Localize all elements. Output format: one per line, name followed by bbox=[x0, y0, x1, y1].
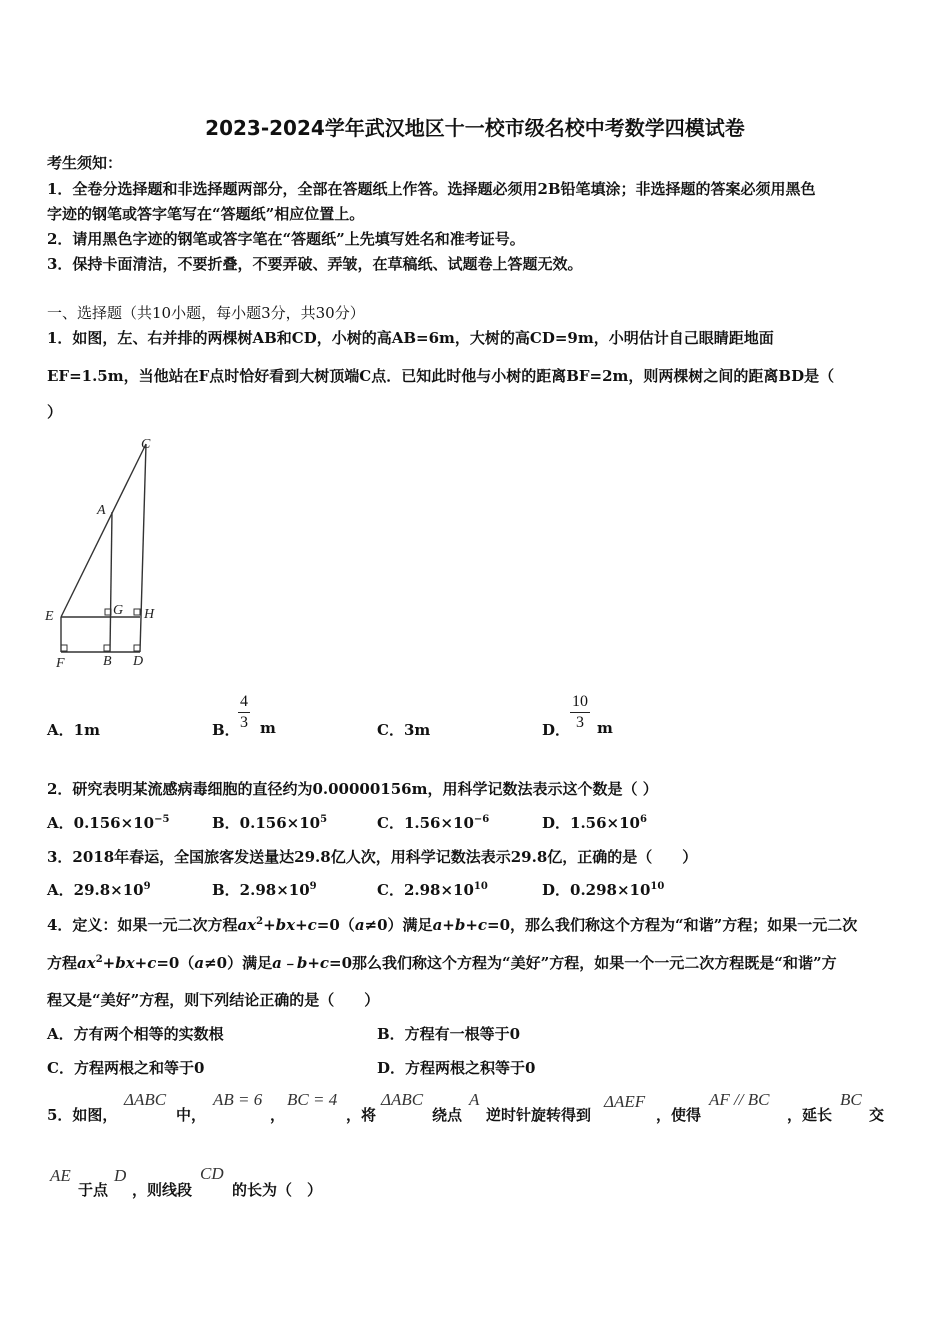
q2-option-c[interactable] bbox=[377, 812, 489, 833]
q4-l2-text-c: ≠0）满足 bbox=[204, 954, 273, 972]
q4-l2-cond: a bbox=[194, 954, 205, 972]
q5-math-ab: AB = 6 bbox=[213, 1090, 263, 1109]
q2-a-base: A．0.156×10 bbox=[47, 814, 155, 832]
q3-option-b[interactable] bbox=[212, 879, 317, 900]
q1-b-numerator: 4 bbox=[238, 692, 250, 713]
q2-d-exp: 6 bbox=[639, 814, 647, 825]
q5-text-3: ， bbox=[270, 1106, 286, 1124]
q3-b-base: B．2.98×10 bbox=[212, 881, 310, 899]
q3-a-exp: 9 bbox=[143, 881, 151, 892]
q2-b-exp: 5 bbox=[320, 814, 328, 825]
q3-option-a[interactable] bbox=[47, 879, 151, 900]
q4-option-a[interactable]: A．方有两个相等的实数根 bbox=[47, 1025, 224, 1043]
q5-math-triangle-aef: ΔAEF bbox=[604, 1092, 646, 1111]
q3-d-base: D．0.298×10 bbox=[542, 881, 651, 899]
q5-math-triangle-abc-2: ΔABC bbox=[381, 1090, 424, 1109]
q1-option-d-fraction bbox=[570, 692, 590, 733]
q5-text-4: ，将 bbox=[346, 1106, 377, 1124]
q5-text-12: 的长为（ ） bbox=[232, 1181, 323, 1199]
q3-option-c[interactable] bbox=[377, 879, 488, 900]
q3-d-exp: 10 bbox=[650, 881, 665, 892]
q4-l1-text-a: 4．定义：如果一元二次方程 bbox=[47, 916, 238, 934]
label-e: E bbox=[45, 609, 54, 624]
q5-text-11: ，则线段 bbox=[132, 1181, 193, 1199]
q4-l2-eq-b: +bx+c bbox=[102, 954, 157, 972]
q1-option-b-unit: m bbox=[260, 719, 276, 737]
q1-option-c[interactable]: C．3m bbox=[377, 721, 431, 739]
section-heading: 一、选择题（共10小题，每小题3分，共30分） bbox=[47, 304, 365, 322]
q5-text-1: 5．如图， bbox=[47, 1106, 118, 1124]
q4-l1-cond: a bbox=[354, 916, 365, 934]
q4-l1-eq-sup: 2 bbox=[256, 916, 264, 927]
notice-item-1-cont: 字迹的钢笔或答字笔写在“答题纸”相应位置上。 bbox=[47, 205, 365, 223]
q4-l1-text-b: =0（ bbox=[316, 916, 355, 934]
label-c: C bbox=[141, 437, 151, 452]
q5-math-triangle-abc: ΔABC bbox=[124, 1090, 167, 1109]
q3-option-d[interactable] bbox=[542, 879, 664, 900]
q5-math-ae: AE bbox=[50, 1166, 71, 1185]
q4-l1-eq-a: ax bbox=[237, 916, 257, 934]
q1-option-b-fraction bbox=[238, 692, 250, 733]
right-angle-b bbox=[104, 645, 110, 651]
q5-text-5: 绕点 bbox=[432, 1106, 463, 1124]
q4-l2-eq-a: ax bbox=[77, 954, 96, 972]
label-b: B bbox=[103, 654, 112, 669]
q4-l1-eq-b: +bx+c bbox=[263, 916, 317, 934]
q1-stem-line1: 1．如图，左、右并排的两棵树AB和CD，小树的高AB=6m，大树的高CD=9m，小明估计自己眼睛距地面 bbox=[47, 329, 774, 347]
right-angle-h bbox=[134, 609, 140, 615]
q5-text-8: ，延长 bbox=[787, 1106, 833, 1124]
q4-l2-text-a: 方程 bbox=[47, 954, 78, 972]
q1-d-numerator: 10 bbox=[570, 692, 590, 713]
q5-math-parallel: AF // BC bbox=[709, 1090, 770, 1109]
q2-option-a[interactable] bbox=[47, 812, 169, 833]
q1-figure bbox=[40, 432, 170, 677]
label-g: G bbox=[113, 603, 124, 618]
q1-option-b-label[interactable]: B． bbox=[212, 721, 240, 739]
label-d: D bbox=[133, 654, 144, 669]
q4-l1-text-c: ≠0）满足 bbox=[364, 916, 433, 934]
label-h: H bbox=[144, 607, 155, 622]
q4-option-b[interactable]: B．方程有一根等于0 bbox=[377, 1025, 521, 1043]
q2-option-b[interactable] bbox=[212, 812, 327, 833]
q5-text-9: 交 bbox=[869, 1106, 885, 1124]
q1-option-d-unit: m bbox=[597, 719, 613, 737]
q4-l2-eq-sup: 2 bbox=[95, 954, 103, 965]
q1-option-a[interactable]: A．1m bbox=[47, 721, 100, 739]
q2-a-exp: −5 bbox=[154, 814, 170, 825]
notice-item-1: 1．全卷分选择题和非选择题两部分，全部在答题纸上作答。选择题必须用2B铅笔填涂；非选择题的答案必须用黑色 bbox=[47, 180, 816, 198]
q2-stem: 2．研究表明某流感病毒细胞的直径约为0.00000156m，用科学记数法表示这个数是（ ） bbox=[47, 780, 658, 798]
q2-b-base: B．0.156×10 bbox=[212, 814, 321, 832]
q4-l2-text-d: =0那么我们称这个方程为“美好”方程，如果一个一元二次方程既是“和谐”方 bbox=[329, 954, 837, 972]
q5-math-a: A bbox=[469, 1090, 480, 1109]
q2-option-d[interactable] bbox=[542, 812, 647, 833]
q1-stem-line3: ） bbox=[47, 403, 63, 421]
q4-stem-line1 bbox=[47, 914, 857, 935]
q3-c-exp: 10 bbox=[473, 881, 488, 892]
sight-line bbox=[61, 444, 146, 617]
q2-c-exp: −6 bbox=[473, 814, 490, 825]
q2-c-base: C．1.56×10 bbox=[377, 814, 474, 832]
page-title: 2023-2024学年武汉地区十一校市级名校中考数学四模试卷 bbox=[205, 116, 745, 140]
notice-item-2: 2．请用黑色字迹的钢笔或答字笔在“答题纸”上先填写姓名和准考证号。 bbox=[47, 230, 525, 248]
q3-a-base: A．29.8×10 bbox=[47, 881, 144, 899]
q5-math-bc-2: BC bbox=[840, 1090, 862, 1109]
q4-stem-line3: 程又是“美好”方程，则下列结论正确的是（ ） bbox=[47, 991, 380, 1009]
label-a: A bbox=[97, 503, 106, 518]
q5-math-cd: CD bbox=[200, 1164, 224, 1183]
q4-l1-sum: a+b+c bbox=[432, 916, 488, 934]
q5-text-6: 逆时针旋转得到 bbox=[486, 1106, 592, 1124]
q5-math-bc: BC = 4 bbox=[287, 1090, 338, 1109]
notice-heading: 考生须知： bbox=[47, 154, 123, 172]
q1-d-denominator: 3 bbox=[576, 714, 584, 731]
q3-b-exp: 9 bbox=[309, 881, 317, 892]
notice-item-3: 3．保持卡面清洁，不要折叠，不要弄破、弄皱，在草稿纸、试题卷上答题无效。 bbox=[47, 255, 583, 273]
small-tree-ab bbox=[110, 512, 112, 652]
q1-option-d-label[interactable]: D． bbox=[542, 721, 571, 739]
q4-l1-text-d: =0，那么我们称这个方程为“和谐”方程；如果一元二次 bbox=[487, 916, 858, 934]
q4-stem-line2 bbox=[47, 952, 837, 973]
q2-d-base: D．1.56×10 bbox=[542, 814, 640, 832]
q4-option-d[interactable]: D．方程两根之积等于0 bbox=[377, 1059, 536, 1077]
q5-math-d: D bbox=[114, 1166, 127, 1185]
q1-stem-line2: EF=1.5m，当他站在F点时恰好看到大树顶端C点．已知此时他与小树的距离BF=2m，则两棵树之间的距离BD是（ bbox=[47, 367, 835, 385]
q5-text-10: 于点 bbox=[78, 1181, 109, 1199]
q5-text-2: 中， bbox=[176, 1106, 207, 1124]
q4-option-c[interactable]: C．方程两根之和等于0 bbox=[47, 1059, 205, 1077]
q4-l2-text-b: =0（ bbox=[156, 954, 195, 972]
right-angle-d bbox=[134, 645, 140, 651]
q5-text-7: ，使得 bbox=[656, 1106, 702, 1124]
q3-stem: 3．2018年春运，全国旅客发送量达29.8亿人次，用科学记数法表示29.8亿，正确的是（ ） bbox=[47, 848, 698, 866]
q4-l2-diff: a﹣b+c bbox=[272, 954, 330, 972]
right-angle-f bbox=[61, 645, 67, 651]
q3-c-base: C．2.98×10 bbox=[377, 881, 474, 899]
label-f: F bbox=[56, 656, 65, 671]
q1-b-denominator: 3 bbox=[240, 714, 248, 731]
